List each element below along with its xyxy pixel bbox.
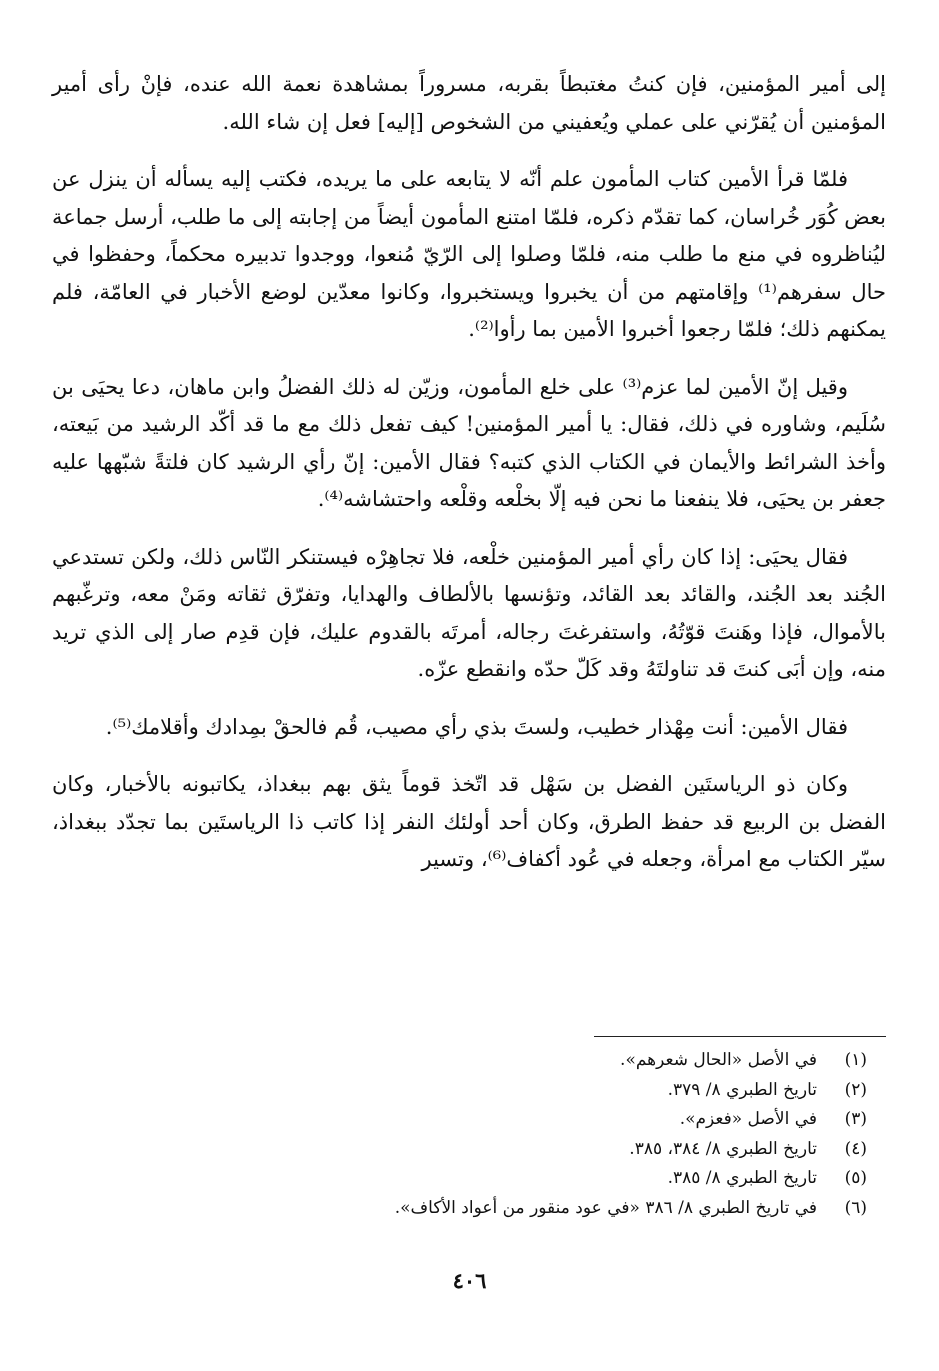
footnote-number: (٦): [844, 1197, 867, 1218]
paragraph-6: وكان ذو الرياستَين الفضل بن سَهْل قد اتّخذ قوماً يثق بهم ببغداذ، يكاتبونه بالأخبار، وكان الفضل بن الربيع قد حفظ الطرق، وكان أحد أولئك النفر إذا كاتب ذا الرياستَين بما تجدّد ببغداذ، سيّر الكتاب مع امرأة، وجعله في عُود أكفاف⁽⁶⁾، وتسير: [52, 772, 886, 871]
footnote: [107, 1105, 867, 1135]
footnote-number: (١): [844, 1050, 867, 1070]
paragraph-2: فلمّا قرأ الأمين كتاب المأمون علم أنّه لا يتابعه على ما يريده، فكتب إليه يسأله أن ينزل عن بعض كُوَر خُراسان، كما تقدّم ذكره، فلمّا امتنع المأمون أيضاً من إجابته إلى ما طلب، أرسل جماعة ليُناظروه في منع ما طلب منه، فلمّا وصلوا إلى الرّيّ مُنعوا، ووجدوا تدبيره محكماً، وحفظوا في حال سفرهم⁽¹⁾ وإقامتهم من أن يخبروا ويستخبروا، وكانوا معدّين لوضع الأخبار في العامّة، فلم يمكنهم ذلك؛ فلمّا رجعوا أخبروا الأمين بما رأوا⁽²⁾.: [51, 167, 887, 341]
footnote-text: في تاريخ الطبري ٨/ ٣٨٦ «في عود منقور من أعواد الأكاف».: [394, 1197, 817, 1218]
footnote-text: في الأصل «فعزم».: [679, 1109, 817, 1129]
footnote: [107, 1194, 867, 1224]
footnote-separator: [594, 1036, 886, 1037]
footnote-text: تاريخ الطبري ٨/ ٣٨٥.: [667, 1168, 817, 1188]
paragraph-4: فقال يحيَى: إذا كان رأي أمير المؤمنين خلْعه، فلا تجاهِرْه فيستنكر النّاس ذلك، ولكن تستدعي الجُند بعد الجُند، والقائد بعد القائد، وتؤنسها بالألطاف والهدايا، وتفرّق ثقاته ومَنْ معه، وترغّبهم بالأموال، فإذا وهَنتَ قوّتُهُ، واستفرغتَ رجاله، أمرتَه بالقدوم عليك، فإن قدِم صار إلى الذي تريد منه، وإن أبَى كنتَ قد تناولتَهُ وقد كَلّ حدّه وانقطع عزّه.: [52, 544, 886, 681]
footnote: [107, 1135, 867, 1165]
main-text: [52, 66, 886, 899]
footnote: [107, 1164, 867, 1194]
footnote-text: تاريخ الطبري ٨/ ٣٧٩.: [667, 1079, 817, 1100]
footnote-number: (٢): [844, 1079, 867, 1100]
footnote-text: في الأصل «الحال شعرهم».: [620, 1050, 817, 1070]
footnote-number: (٣): [844, 1109, 867, 1129]
footnote-text: تاريخ الطبري ٨/ ٣٨٤، ٣٨٥.: [629, 1138, 817, 1159]
footnote: [107, 1076, 867, 1106]
paragraph-5: فقال الأمين: أنت مِهْذار خطيب، ولستَ بذي رأي مصيب، قُم فالحقْ بمِدادك وأقلامك⁽⁵⁾.: [105, 714, 848, 739]
footnote: [107, 1046, 867, 1076]
footnotes: [107, 1046, 867, 1223]
paragraph-3: وقيل إنّ الأمين لما عزم⁽³⁾ على خلع المأمون، وزيّن له ذلك الفضلُ وابن ماهان، دعا يحيَى بن سُلَيم، وشاوره في ذلك، فقال: يا أمير المؤمنين! كيف تفعل ذلك مع ما قد أكّد الرشيد من بَيعته، وأخذ الشرائط والأيمان في الكتاب الذي كتبه؟ فقال الأمين: إنّ رأي الرشيد كان فلتةً شبّهها عليه جعفر بن يحيَى، فلا ينفعنا ما نحن فيه إلّا بخلْعه وقلْعه واحتشاشه⁽⁴⁾.: [52, 374, 886, 511]
paragraph-1: إلى أمير المؤمنين، فإن كنتُ مغتبطاً بقربه، مسروراً بمشاهدة نعمة الله عنده، فإنْ رأى أمير المؤمنين أن يُقرّني على عملي ويُعفيني من الشخوص [إليه] فعل إن شاء الله.: [52, 72, 886, 134]
page-number: ٤٠٦: [452, 1268, 487, 1293]
footnote-number: (٤): [844, 1138, 867, 1159]
footnote-number: (٥): [844, 1168, 867, 1188]
